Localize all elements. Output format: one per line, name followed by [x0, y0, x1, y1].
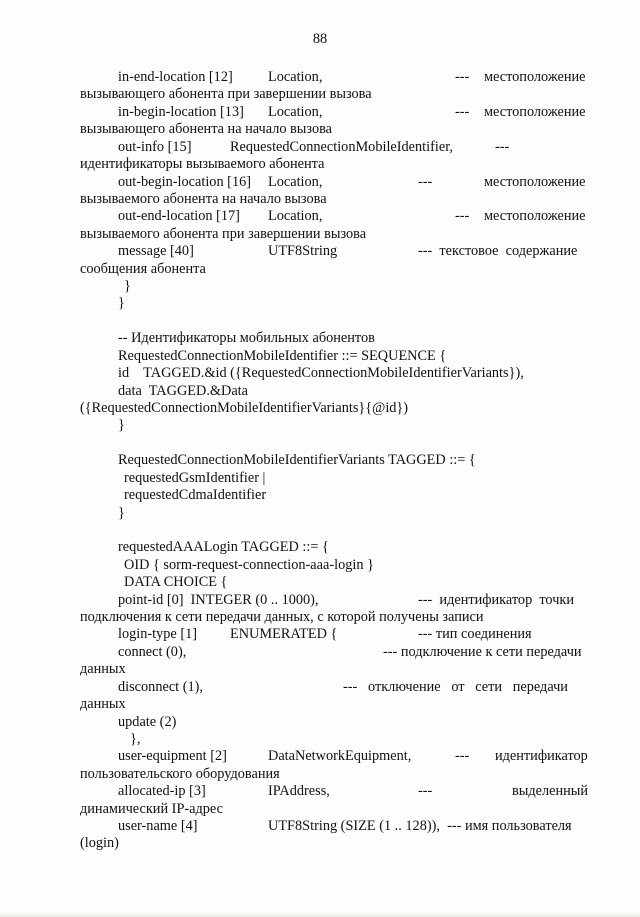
text-line-segment: ---	[455, 69, 470, 85]
text-line-segment: in-end-location [12]	[118, 69, 233, 85]
text-line-segment: UTF8String	[268, 243, 338, 260]
text-line-segment: connect (0),	[118, 643, 187, 660]
text-line-segment: пользовательского оборудования	[80, 765, 280, 782]
text-line-segment: DataNetworkEquipment,	[268, 748, 412, 765]
text-line-segment: Location,	[268, 173, 323, 190]
text-line-segment: сообщения абонента	[80, 260, 206, 277]
text-line-segment: ---	[455, 208, 470, 225]
text-line-segment: login-type [1]	[118, 626, 198, 643]
text-line-segment: местоположение	[484, 173, 586, 190]
text-line-segment: --- идентификатор точки	[418, 591, 575, 608]
text-line-segment: requestedCdmaIdentifier	[124, 487, 267, 504]
text-line-segment: requestedAAALogin TAGGED ::= {	[118, 539, 329, 556]
text-line-segment: --- подключение к сети передачи	[383, 643, 582, 660]
text-line-segment: подключения к сети передачи данных, с которой получены записи	[80, 609, 484, 626]
text-line-segment: },	[130, 730, 141, 747]
text-line-segment: IPAddress,	[268, 783, 330, 800]
text-line-segment: user-equipment [2]	[118, 748, 227, 765]
text-line-segment: update (2)	[118, 713, 177, 730]
text-line-segment: out-begin-location [16]	[118, 173, 252, 190]
text-line-segment: местоположение	[484, 69, 586, 85]
text-line-segment: идентификатор	[495, 748, 588, 765]
text-line-segment: ---	[495, 138, 510, 155]
text-line-segment: вызываемого абонента при завершении вызова	[80, 225, 367, 242]
text-line-segment: -- Идентификаторы мобильных абонентов	[118, 330, 375, 347]
scan-bottom-edge	[0, 911, 640, 917]
text-line-segment: данных	[80, 661, 126, 678]
text-line-segment: --- текстовое содержание	[418, 243, 578, 260]
text-line-segment: }	[118, 295, 125, 312]
text-line-segment: }	[124, 278, 131, 295]
text-line-segment: --- тип соединения	[418, 626, 532, 643]
text-line-segment: data TAGGED.&Data	[118, 382, 249, 399]
text-line-segment: RequestedConnectionMobileIdentifier,	[230, 138, 453, 155]
text-line-segment: ---	[418, 783, 433, 800]
text-line-segment: вызывающего абонента при завершении вызова	[80, 86, 372, 103]
text-line-segment: ({RequestedConnectionMobileIdentifierVariants}{@id})	[80, 399, 409, 416]
text-line-segment: }	[118, 504, 125, 521]
text-line-segment: Location,	[268, 103, 323, 120]
text-line-segment: идентификаторы вызываемого абонента	[80, 156, 325, 173]
text-line-segment: динамический IP-адрес	[80, 800, 223, 817]
text-line-segment: вызываемого абонента на начало вызова	[80, 190, 327, 207]
text-line-segment: UTF8String (SIZE (1 .. 128)), --- имя пользователя	[268, 818, 572, 835]
text-line-segment: out-end-location [17]	[118, 208, 240, 225]
text-line-segment: message [40]	[118, 243, 194, 260]
text-line-segment: данных	[80, 696, 126, 713]
text-line-segment: местоположение	[484, 103, 586, 120]
text-line-segment: --- отключение от сети передачи	[343, 678, 568, 695]
text-line-segment: id TAGGED.&id ({RequestedConnectionMobileIdentifierVariants}),	[118, 365, 524, 382]
text-line-segment: disconnect (1),	[118, 678, 203, 695]
text-line-segment: ---	[455, 103, 470, 120]
text-line-segment: }	[118, 417, 125, 434]
text-line-segment: RequestedConnectionMobileIdentifierVariants TAGGED ::= {	[118, 452, 476, 469]
text-line-segment: requestedGsmIdentifier |	[124, 469, 266, 486]
text-line-segment: in-begin-location [13]	[118, 103, 244, 120]
text-line-segment: ENUMERATED {	[230, 626, 338, 643]
text-line-segment: DATA CHOICE {	[124, 574, 228, 591]
text-line-segment: point-id [0] INTEGER (0 .. 1000),	[118, 591, 319, 608]
text-line-segment: RequestedConnectionMobileIdentifier ::= SEQUENCE {	[118, 347, 447, 364]
text-line-segment: ---	[418, 173, 433, 190]
text-line-segment: Location,	[268, 208, 323, 225]
text-line-segment: OID { sorm-request-connection-aaa-login }	[124, 556, 374, 573]
text-line-segment: Location,	[268, 69, 323, 85]
text-line-segment: местоположение	[484, 208, 586, 225]
page-number: 88	[312, 31, 328, 47]
text-line-segment: allocated-ip [3]	[118, 783, 206, 800]
text-line-segment: вызывающего абонента на начало вызова	[80, 121, 333, 138]
text-line-segment: out-info [15]	[118, 138, 192, 155]
text-line-segment: (login)	[80, 835, 119, 852]
text-line-segment: ---	[455, 748, 470, 765]
text-line-segment: user-name [4]	[118, 818, 198, 835]
text-line-segment: выделенный	[512, 783, 589, 800]
